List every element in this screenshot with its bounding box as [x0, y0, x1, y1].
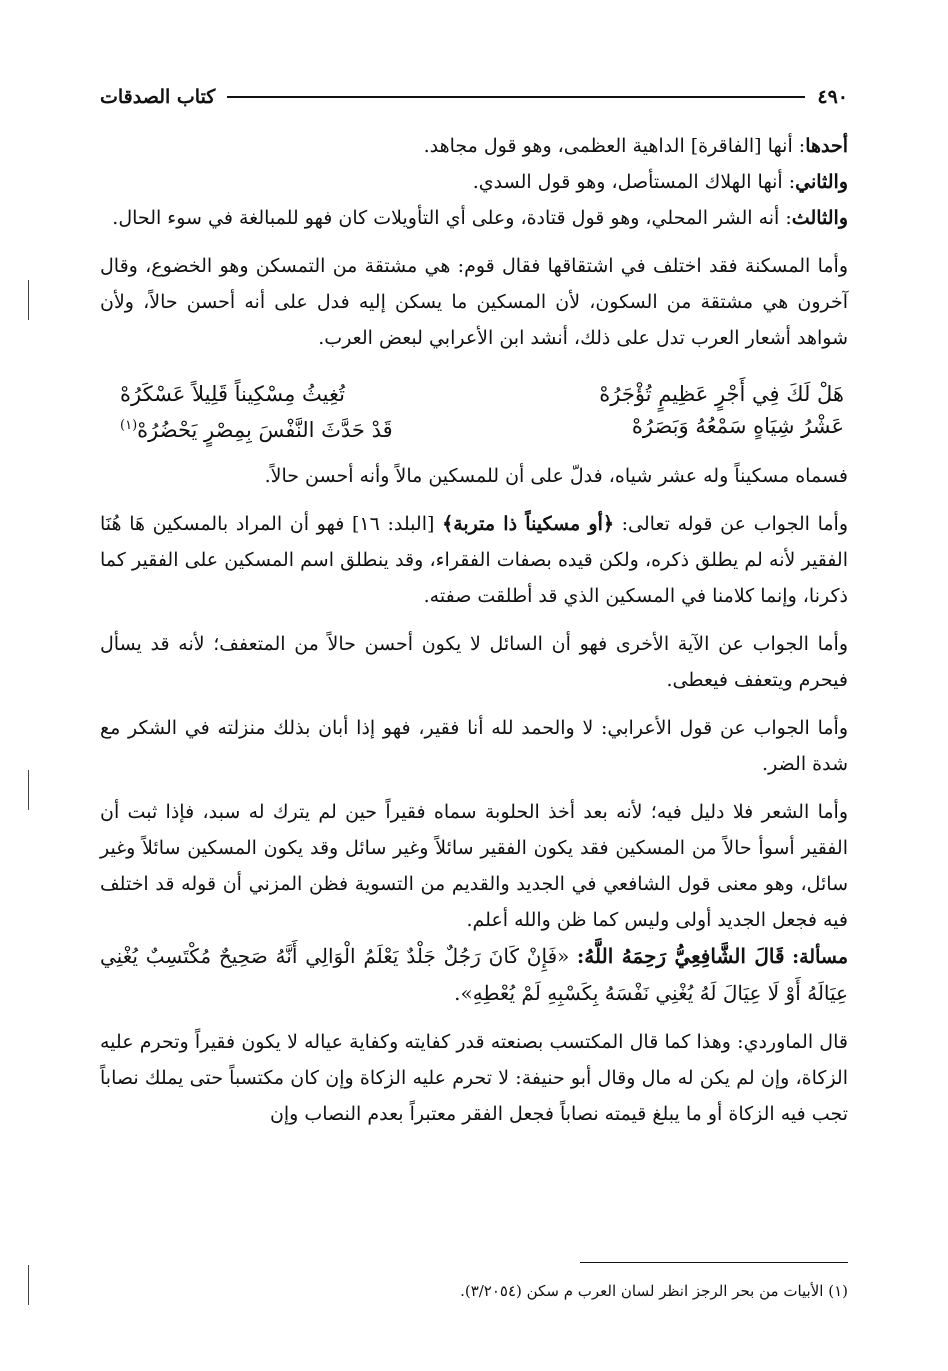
item-text: : أنه الشر المحلي، وهو قول قتادة، وعلى أي التأويلات كان فهو للمبالغة في سوء الحال. [112, 207, 792, 229]
header-rule [227, 96, 805, 98]
margin-mark [28, 280, 29, 320]
paragraph-answer-verse [100, 506, 848, 614]
page-number: ٤٩٠ [817, 86, 848, 108]
masala-speaker: قَالَ الشَّافِعِيُّ رَحِمَهُ اللَّهُ: [576, 944, 785, 968]
item-text: : أنها الهلاك المستأصل، وهو قول السدي. [472, 171, 796, 193]
main-text [100, 128, 848, 1132]
item-label: والثاني [795, 171, 848, 193]
item-second [100, 164, 848, 200]
paragraph-conclusion: فسماه مسكيناً وله عشر شياه، فدلّ على أن للمسكين مالاً وأنه أحسن حالاً. [264, 465, 848, 487]
margin-mark [28, 1265, 29, 1305]
item-label: والثالث [791, 207, 848, 229]
paragraph-maskana: وأما المسكنة فقد اختلف في اشتقاقها فقال قوم: هي مشتقة من التمسكن وهو الخضوع، وقال آخرون هي مشتقة من السكون، لأن المسكين ما يسكن إليه فدل على أنه أحسن حالاً، ولأن شواهد أشعار العرب تدل على ذلك، أنشد ابن الأعرابي لبعض العرب. [100, 255, 848, 349]
paragraph-poetry: وأما الشعر فلا دليل فيه؛ لأنه بعد أخذ الحلوبة سماه فقيراً حين لم يترك له سبد، فإذا ثبت أن الفقير أسوأ حالاً من المسكين فقد يكون الفقير سائلاً وغير سائل وقد يكون المسكين سائلاً وغير سائل، وهو معنى قول الشافعي في الجديد والقديم من التسوية فظن المزني أن قوله قد اختلف فيه فجعل الجديد أولى وليس كما ظن والله أعلم. [100, 801, 848, 931]
verse-hemistich-left [120, 410, 393, 446]
book-title: كتاب الصدقات [100, 86, 216, 108]
item-first [100, 128, 848, 164]
footnote-reference: (١) [120, 418, 138, 433]
masala-label: مسألة: [792, 946, 848, 968]
quran-reference: [البلد: ١٦] [352, 513, 435, 535]
item-text: : أنها [الفاقرة] الداهية العظمى، وهو قول مجاهد. [423, 135, 806, 157]
item-label: أحدها [805, 135, 848, 157]
verse-line [100, 410, 848, 446]
margin-mark [28, 770, 29, 810]
masala-text: «فَإِنْ كَانَ رَجُلٌ جَلْدٌ يَعْلَمُ الْوَالِي أَنَّهُ صَحِيحٌ مُكْتَسِبٌ يُغْنِي عِيَالَهُ أَوْ لَا عِيَالَ لَهُ يُغْنِي نَفْسَهُ بِكَسْبِهِ لَمْ يُعْطِهِ». [100, 944, 848, 1005]
item-third [100, 200, 848, 236]
verse-hemistich-left: تُغِيثُ مِسْكِيناً قَلِيلاً عَسْكَرُهْ [120, 382, 345, 406]
verse-hemistich-right: هَلْ لَكَ فِي أَجْرٍ عَظِيمٍ تُؤْجَرُهْ [599, 382, 844, 406]
masala [100, 938, 848, 1012]
verse-hemistich-right: عَشْرُ شِيَاهٍ سَمْعُهُ وَبَصَرُهْ [631, 414, 844, 438]
answer-intro: وأما الجواب عن قوله تعالى: [621, 513, 848, 535]
poem [100, 378, 848, 446]
paragraph-answer-other-verse: وأما الجواب عن الآية الأخرى فهو أن السائل لا يكون أحسن حالاً من المتعفف؛ لأنه قد يسأل فيحرم ويتعفف فيعطى. [100, 633, 848, 691]
paragraph-mawardi: قال الماوردي: وهذا كما قال المكتسب بصنعته قدر كفايته وكفاية عياله لا يكون فقيراً وتحرم عليه الزكاة، وإن لم يكن له مال وقال أبو حنيفة: لا تحرم عليه الزكاة وإن كان مكتسباً حتى يملك نصاباً تجب فيه الزكاة أو ما يبلغ قيمته نصاباً فجعل الفقر معتبراً بعدم النصاب وإن [100, 1031, 848, 1125]
footnote: (١) الأبيات من بحر الرجز انظر لسان العرب م سكن (٣/٢٠٥٤). [460, 1282, 848, 1300]
verse-text: قَدْ حَدَّثَ النَّفْسَ بِمِصْرٍ يَحْضُرُهْ [137, 418, 393, 442]
paragraph-answer-bedouin: وأما الجواب عن قول الأعرابي: لا والحمد لله أنا فقير، فهو إذا أبان بذلك منزلته في الشكر مع شدة الضر. [100, 717, 848, 775]
running-header [100, 82, 848, 112]
verse-line [100, 378, 848, 410]
answer-text: فهو أن المراد بالمسكين هَا هُنَا الفقير لأنه لم يطلق ذكره، ولكن قيده بصفات الفقراء، وقد ينطلق اسم المسكين على الفقير كما ذكرنا، وإنما كلامنا في المسكين الذي قد أطلقت صفته. [100, 513, 848, 607]
footnote-rule [580, 1262, 848, 1263]
quran-quote: ﴿أو مسكيناً ذا متربة﴾ [442, 513, 614, 535]
